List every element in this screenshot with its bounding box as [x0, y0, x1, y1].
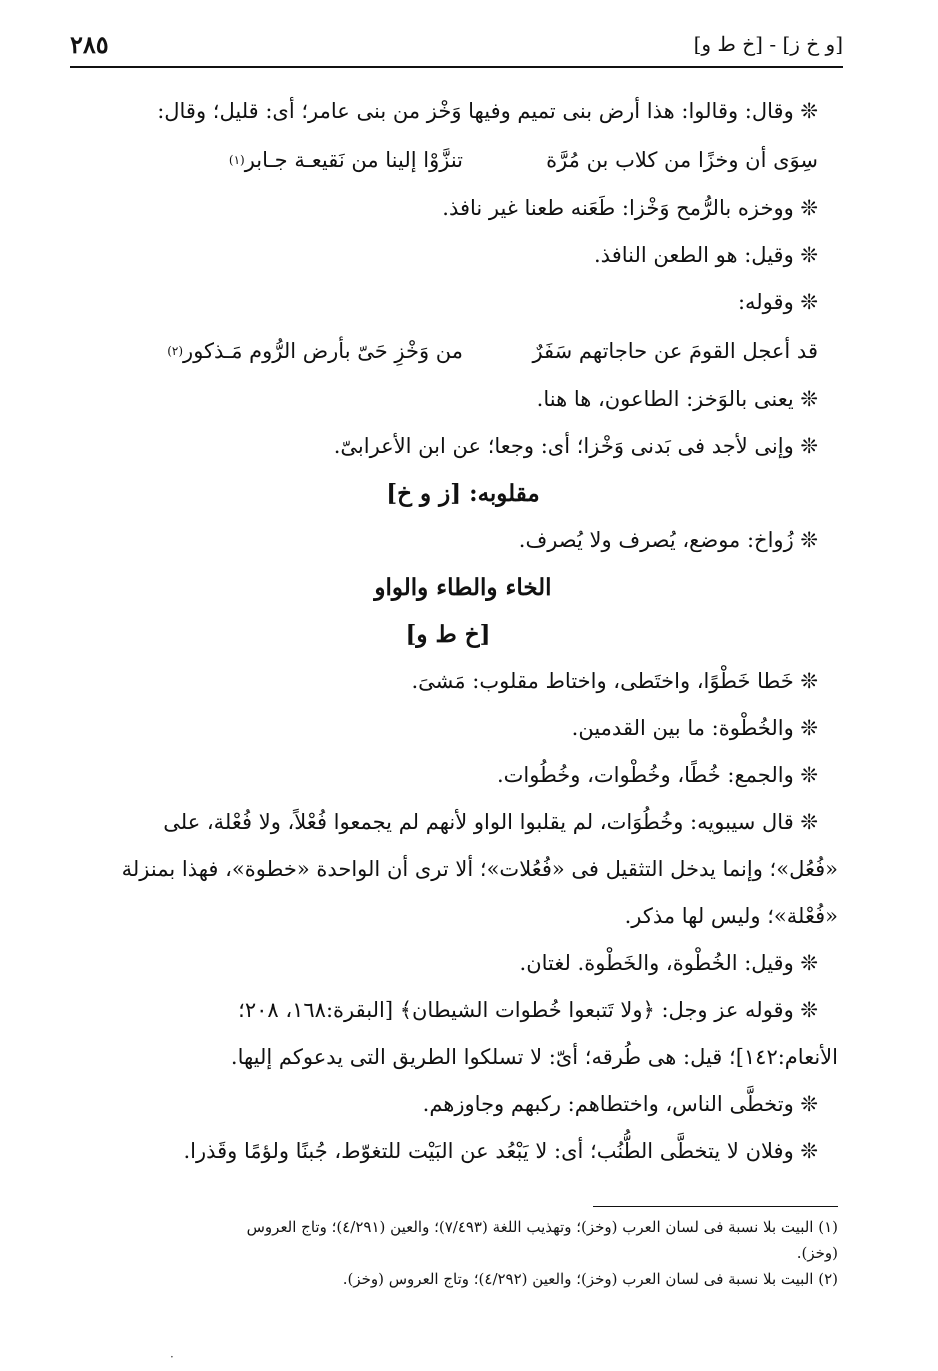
page-number: ٢٨٥	[70, 30, 109, 59]
text-line: ❊ وقوله عز وجل: ﴿ولا تَتبعوا خُطوات الشيطان﴾ [البقرة:١٦٨، ٢٠٨؛	[238, 998, 818, 1022]
text-line: ❊ والجمع: خُطًا، وخُطْوات، وخُطُوات.	[496, 763, 818, 787]
footnotes	[88, 1214, 838, 1292]
text-line: «فُعْلة»؛ وليس لها مذكر.	[624, 904, 838, 928]
text-line: ❊ وقيل: الخُطْوة، والخَطْوة. لغتان.	[519, 951, 818, 975]
verse-line	[88, 135, 838, 185]
page-header	[70, 30, 843, 64]
chapter-heading: الخاء والطاء والواو	[374, 574, 552, 601]
verse-first-hemistich: قد أعجل القومَ عن حاجاتهم سَفَرٌ	[532, 338, 818, 363]
footnote-rule	[593, 1206, 838, 1207]
text-line: ❊ زُواخ: موضع، يُصرف ولا يُصرف.	[518, 528, 818, 552]
verse-line	[88, 326, 838, 376]
main-text	[88, 88, 838, 1175]
text-line: ❊ وفلان لا يتخطَّى الطُّنُب؛ أى: لا يَبْعُد عن البَيْت للتغوّط، جُبنًا ولؤمًا وقَذرا.	[183, 1139, 818, 1163]
footnote-marker: (١)	[228, 152, 245, 167]
verse-text: من وَخْزِ حَىّ بأرض الرُّوم مَـذكور	[183, 338, 463, 363]
verse-second-hemistich	[88, 328, 463, 375]
text-line: ❊ وقوله:	[737, 290, 818, 314]
footnote-1: (١) البيت بلا نسبة فى لسان العرب (وخز)؛ وتهذيب اللغة (٧/٤٩٣)؛ والعين (٤/٢٩١)؛ وتاج العروس	[246, 1218, 838, 1236]
footnote-2: (٢) البيت بلا نسبة فى لسان العرب (وخز)؛ والعين (٤/٢٩٢)؛ وتاج العروس (وخز).	[342, 1270, 838, 1288]
verse-first-hemistich: سِوَى أن وخزًا من كلاب بن مُرَّة	[546, 147, 818, 172]
footnote-marker: (٢)	[167, 343, 184, 358]
running-head: [و خ ز] - [خ ط و]	[693, 32, 843, 56]
text-line: ❊ ووخزه بالرُّمح وَخْزا: طَعَنه طعنا غير نافذ.	[442, 196, 818, 220]
text-line: ❊ وإنى لأجد فى بَدنى وَخْزا؛ أى: وجعا؛ عن ابن الأعرابىّ.	[333, 434, 818, 458]
text-line: ❊ وقيل: هو الطعن النافذ.	[594, 243, 818, 267]
footnote-1-continued: (وخز).	[796, 1244, 838, 1262]
section-heading-reversed: مقلوبه: [ز و خ]	[386, 480, 540, 507]
text-line: «فُعُل»؛ وإنما يدخل التثقيل فى «فُعُلات»؛ ألا ترى أن الواحدة «خطوة»، فهذا بمنزلة	[121, 857, 838, 881]
scan-mark: ·	[170, 1350, 174, 1364]
text-line: ❊ وتخطَّى الناس، واختطاهم: ركبهم وجاوزهم.	[422, 1092, 818, 1116]
header-rule	[70, 66, 843, 68]
text-line: ❊ خَطا خَطْوًا، واختَطى، واختاط مقلوب: مَشىَ.	[411, 669, 818, 693]
text-line: ❊ يعنى بالوَخز: الطاعون، ها هنا.	[536, 387, 818, 411]
verse-text: تنزَّوْا إلينا من نَقيعـة جـابر	[244, 147, 463, 172]
text-line: ❊ وقال: وقالوا: هذا أرض بنى تميم وفيها وَخْز من بنى عامر؛ أى: قليل؛ وقال:	[157, 99, 818, 123]
text-line: ❊ قال سيبويه: وخُطُوَات، لم يقلبوا الواو لأنهم لم يجمعوا فُعْلاً، ولا فُعْلة، على	[163, 810, 818, 834]
text-line: ❊ والخُطْوة: ما بين القدمين.	[571, 716, 818, 740]
root-heading: [خ ط و]	[405, 621, 491, 648]
text-line: الأنعام:١٤٢]؛ قيل: هى طُرقه؛ أىّ: لا تسلكوا الطريق التى يدعوكم إليها.	[230, 1045, 838, 1069]
verse-second-hemistich	[88, 137, 463, 184]
